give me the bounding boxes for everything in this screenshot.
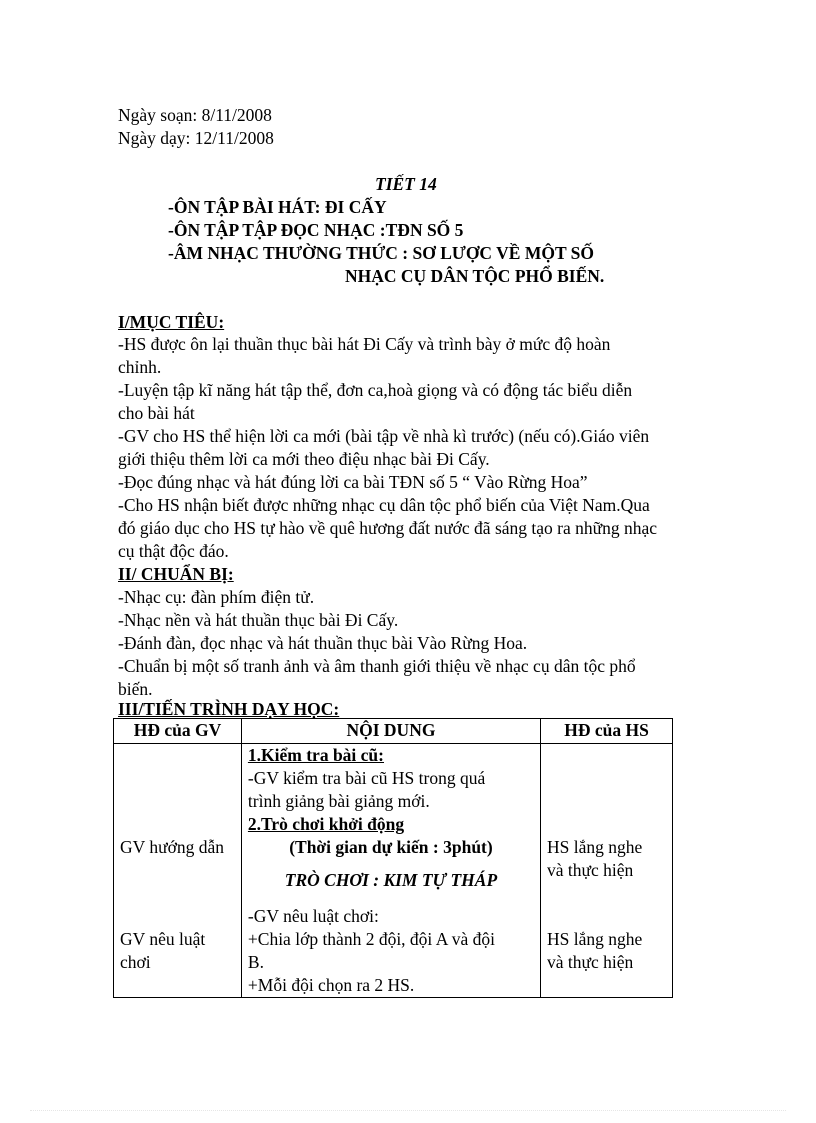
preparation-line: -Nhạc cụ: đàn phím điện tử. [118,587,315,607]
lesson-plan-table [113,718,673,998]
preparation-line: -Chuẩn bị một số tranh ảnh và âm thanh giới thiệu về nhạc cụ dân tộc phổ [118,656,636,676]
hs-activity-text: HS lắng nghe [547,837,643,857]
title-line-4: NHẠC CỤ DÂN TỘC PHỔ BIẾN. [345,266,605,286]
lesson-title: TIẾT 14 [375,174,437,194]
column-header-hs: HĐ của HS [541,719,673,744]
game-name: TRÒ CHƠI : KIM TỰ THÁP [284,870,498,890]
objective-line: cho bài hát [118,403,195,423]
title-line-1: -ÔN TẬP BÀI HÁT: ĐI CẤY [168,197,387,217]
objective-line: -Cho HS nhận biết được những nhạc cụ dân tộc phổ biến của Việt Nam.Qua [118,495,650,515]
footer-divider [30,1110,786,1111]
game-time: (Thời gian dự kiến : 3phút) [289,837,493,857]
gv-rules-text: GV nêu luật [120,929,206,949]
objective-line: chỉnh. [118,357,162,377]
hs-activity-text: HS lắng nghe [547,929,643,949]
objective-line: đó giáo dục cho HS tự hào về quê hương đất nước đã sáng tạo ra những nhạc [118,518,658,538]
content-line: -GV kiểm tra bài cũ HS trong quá [247,768,486,788]
table-header-row [114,719,673,744]
title-line-2: -ÔN TẬP TẬP ĐỌC NHẠC :TĐN SỐ 5 [168,220,464,240]
date-taught: Ngày dạy: 12/11/2008 [118,128,274,148]
preparation-line: -Nhạc nền và hát thuần thục bài Đi Cấy. [118,610,399,630]
preparation-line: biến. [118,679,153,699]
content-line: B. [247,952,264,972]
content-line: -GV nêu luật chơi: [247,906,379,926]
gv-guide-text: GV hướng dẫn [120,837,224,857]
check-heading: 1.Kiểm tra bài cũ: [247,745,384,765]
date-prepared: Ngày soạn: 8/11/2008 [118,105,272,125]
content-cell [241,744,540,998]
hs-activity-cell [541,744,673,998]
content-line: trình giảng bài giảng mới. [247,791,430,811]
game-heading: 2.Trò chơi khởi động [247,814,405,834]
title-line-3: -ÂM NHẠC THƯỜNG THỨC : SƠ LƯỢC VỀ MỘT SỐ [168,243,595,263]
content-line: +Chia lớp thành 2 đội, đội A và đội [247,929,496,949]
gv-activity-cell [114,744,242,998]
hs-activity-text: và thực hiện [547,952,634,972]
process-heading: III/TIẾN TRÌNH DẠY HỌC: [118,699,340,719]
objective-line: giới thiệu thêm lời ca mới theo điệu nhạc bài Đi Cấy. [118,449,490,469]
column-header-gv: HĐ của GV [114,719,242,744]
objective-line: cụ thật độc đáo. [118,541,229,561]
hs-activity-text: và thực hiện [547,860,634,880]
objective-line: -HS được ôn lại thuần thục bài hát Đi Cấy và trình bày ở mức độ hoàn [118,334,611,354]
preparation-line: -Đánh đàn, đọc nhạc và hát thuần thục bài Vào Rừng Hoa. [118,633,528,653]
objective-line: -GV cho HS thể hiện lời ca mới (bài tập về nhà kì trước) (nếu có).Giáo viên [118,426,650,446]
objective-line: -Luyện tập kĩ năng hát tập thể, đơn ca,hoà giọng và có động tác biểu diễn [118,380,633,400]
preparation-heading: II/ CHUẨN BỊ: [118,564,234,584]
objectives-heading: I/MỤC TIÊU: [118,312,225,332]
table-row [114,744,673,998]
content-line: +Mỗi đội chọn ra 2 HS. [247,975,415,995]
objective-line: -Đọc đúng nhạc và hát đúng lời ca bài TĐN số 5 “ Vào Rừng Hoa” [118,472,588,492]
column-header-content: NỘI DUNG [241,719,540,744]
gv-rules-text: chơi [120,952,151,972]
